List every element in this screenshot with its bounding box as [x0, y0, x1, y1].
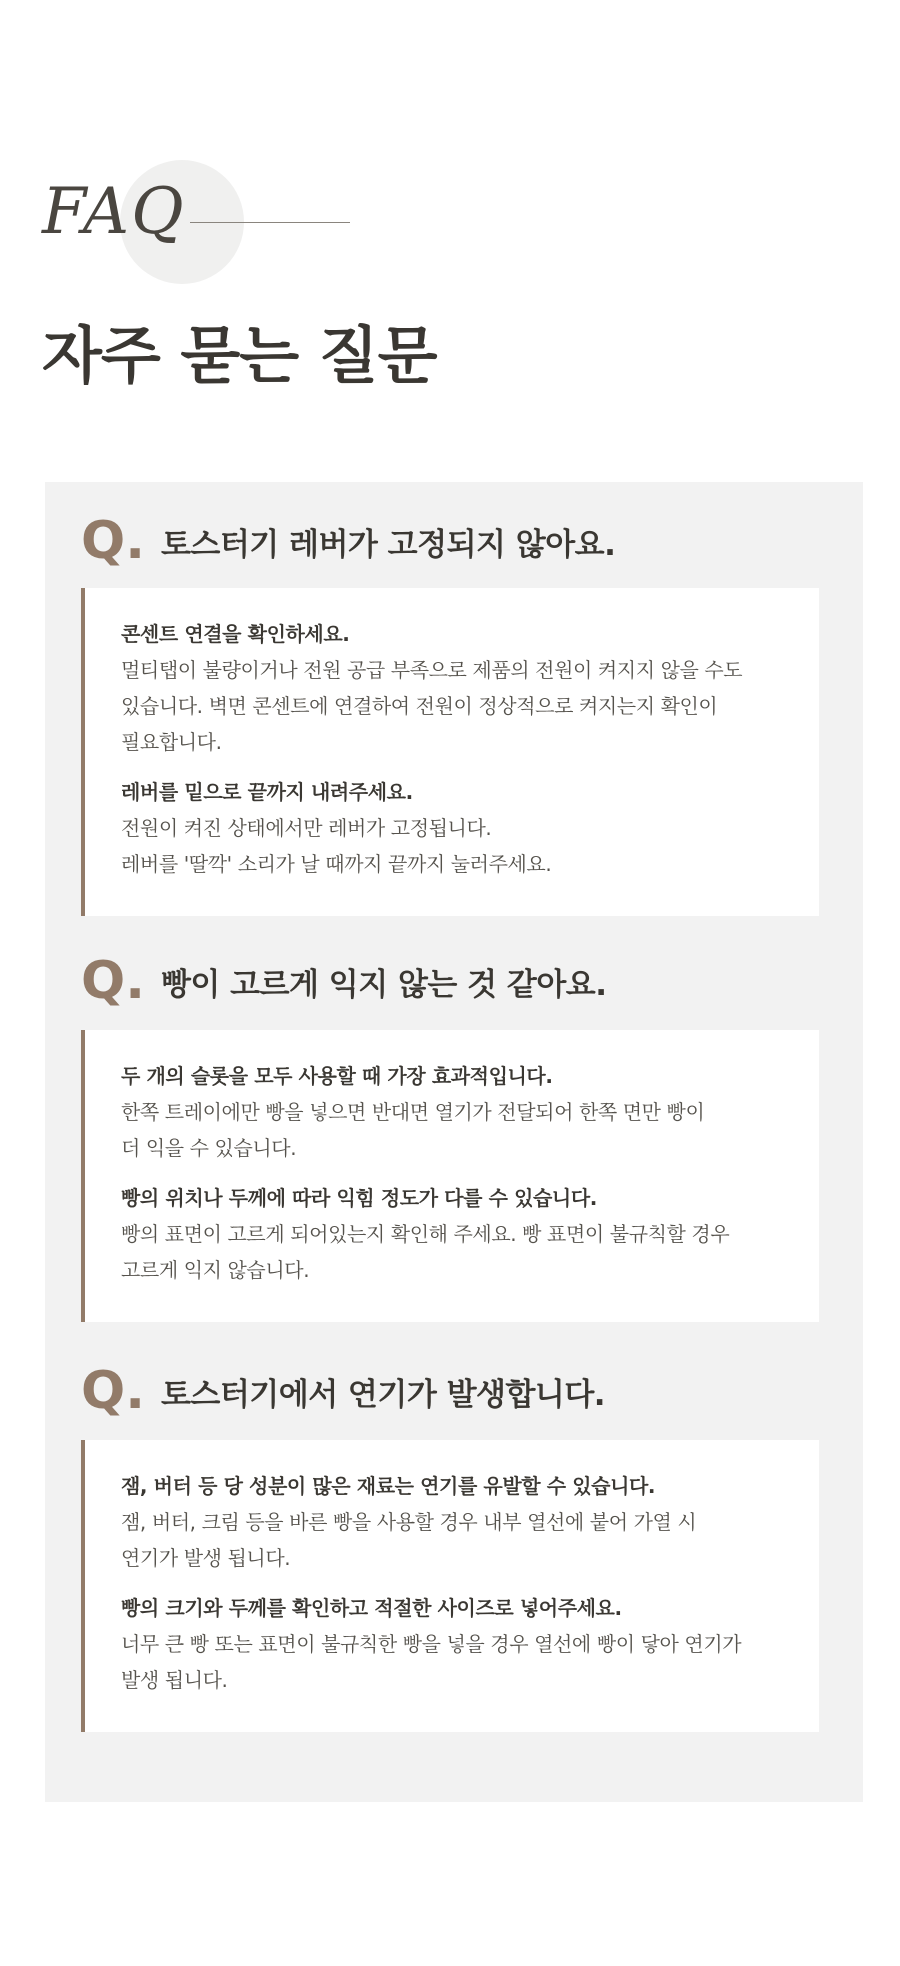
faq-script-label: FAQ	[42, 175, 186, 249]
answer-line: 잼, 버터, 크림 등을 바른 빵을 사용할 경우 내부 열선에 붙어 가열 시	[121, 1510, 697, 1534]
faq-answer-1	[81, 588, 819, 916]
question-text: 토스터기 레버가 고정되지 않아요.	[160, 526, 616, 563]
page-title: 자주 묻는 질문	[42, 319, 437, 392]
answer-line: 있습니다. 벽면 콘센트에 연결하여 전원이 정상적으로 켜지는지 확인이	[121, 694, 718, 718]
answer-block	[121, 616, 783, 760]
answer-line: 너무 큰 빵 또는 표면이 불규칙한 빵을 넣을 경우 열선에 빵이 닿아 연기가	[121, 1632, 742, 1656]
answer-line: 더 익을 수 있습니다.	[121, 1136, 297, 1160]
question-text: 빵이 고르게 익지 않는 것 같아요.	[160, 966, 607, 1003]
faq-answer-3	[81, 1440, 819, 1732]
answer-block	[121, 1180, 783, 1288]
q-mark: Q.	[81, 511, 145, 571]
answer-heading: 빵의 크기와 두께를 확인하고 적절한 사이즈로 넣어주세요.	[121, 1596, 622, 1620]
answer-line: 연기가 발생 됩니다.	[121, 1546, 291, 1570]
answer-heading: 콘센트 연결을 확인하세요.	[121, 622, 350, 646]
answer-line: 필요합니다.	[121, 730, 222, 754]
answer-heading: 잼, 버터 등 당 성분이 많은 재료는 연기를 유발할 수 있습니다.	[121, 1474, 656, 1498]
faq-question-1	[81, 506, 615, 576]
answer-block	[121, 1590, 783, 1698]
faq-panel	[45, 482, 863, 1802]
faq-header	[42, 150, 362, 290]
answer-line: 빵의 표면이 고르게 되어있는지 확인해 주세요. 빵 표면이 불규칙할 경우	[121, 1222, 730, 1246]
answer-line: 전원이 켜진 상태에서만 레버가 고정됩니다.	[121, 816, 492, 840]
answer-heading: 레버를 밑으로 끝까지 내려주세요.	[121, 780, 413, 804]
answer-line: 발생 됩니다.	[121, 1668, 228, 1692]
q-mark: Q.	[81, 951, 145, 1011]
answer-heading: 두 개의 슬롯을 모두 사용할 때 가장 효과적입니다.	[121, 1064, 553, 1088]
faq-question-2	[81, 946, 607, 1016]
answer-line: 한쪽 트레이에만 빵을 넣으면 반대면 열기가 전달되어 한쪽 면만 빵이	[121, 1100, 705, 1124]
header-divider-line	[190, 222, 350, 223]
answer-line: 멀티탭이 불량이거나 전원 공급 부족으로 제품의 전원이 켜지지 않을 수도	[121, 658, 743, 682]
answer-block	[121, 774, 783, 882]
faq-question-3	[81, 1356, 605, 1426]
answer-block	[121, 1468, 783, 1576]
answer-line: 고르게 익지 않습니다.	[121, 1258, 310, 1282]
answer-line: 레버를 '딸깍' 소리가 날 때까지 끝까지 눌러주세요.	[121, 852, 552, 876]
question-text: 토스터기에서 연기가 발생합니다.	[160, 1376, 606, 1413]
q-mark: Q.	[81, 1361, 145, 1421]
answer-heading: 빵의 위치나 두께에 따라 익힘 정도가 다를 수 있습니다.	[121, 1186, 597, 1210]
faq-answer-2	[81, 1030, 819, 1322]
answer-block	[121, 1058, 783, 1166]
